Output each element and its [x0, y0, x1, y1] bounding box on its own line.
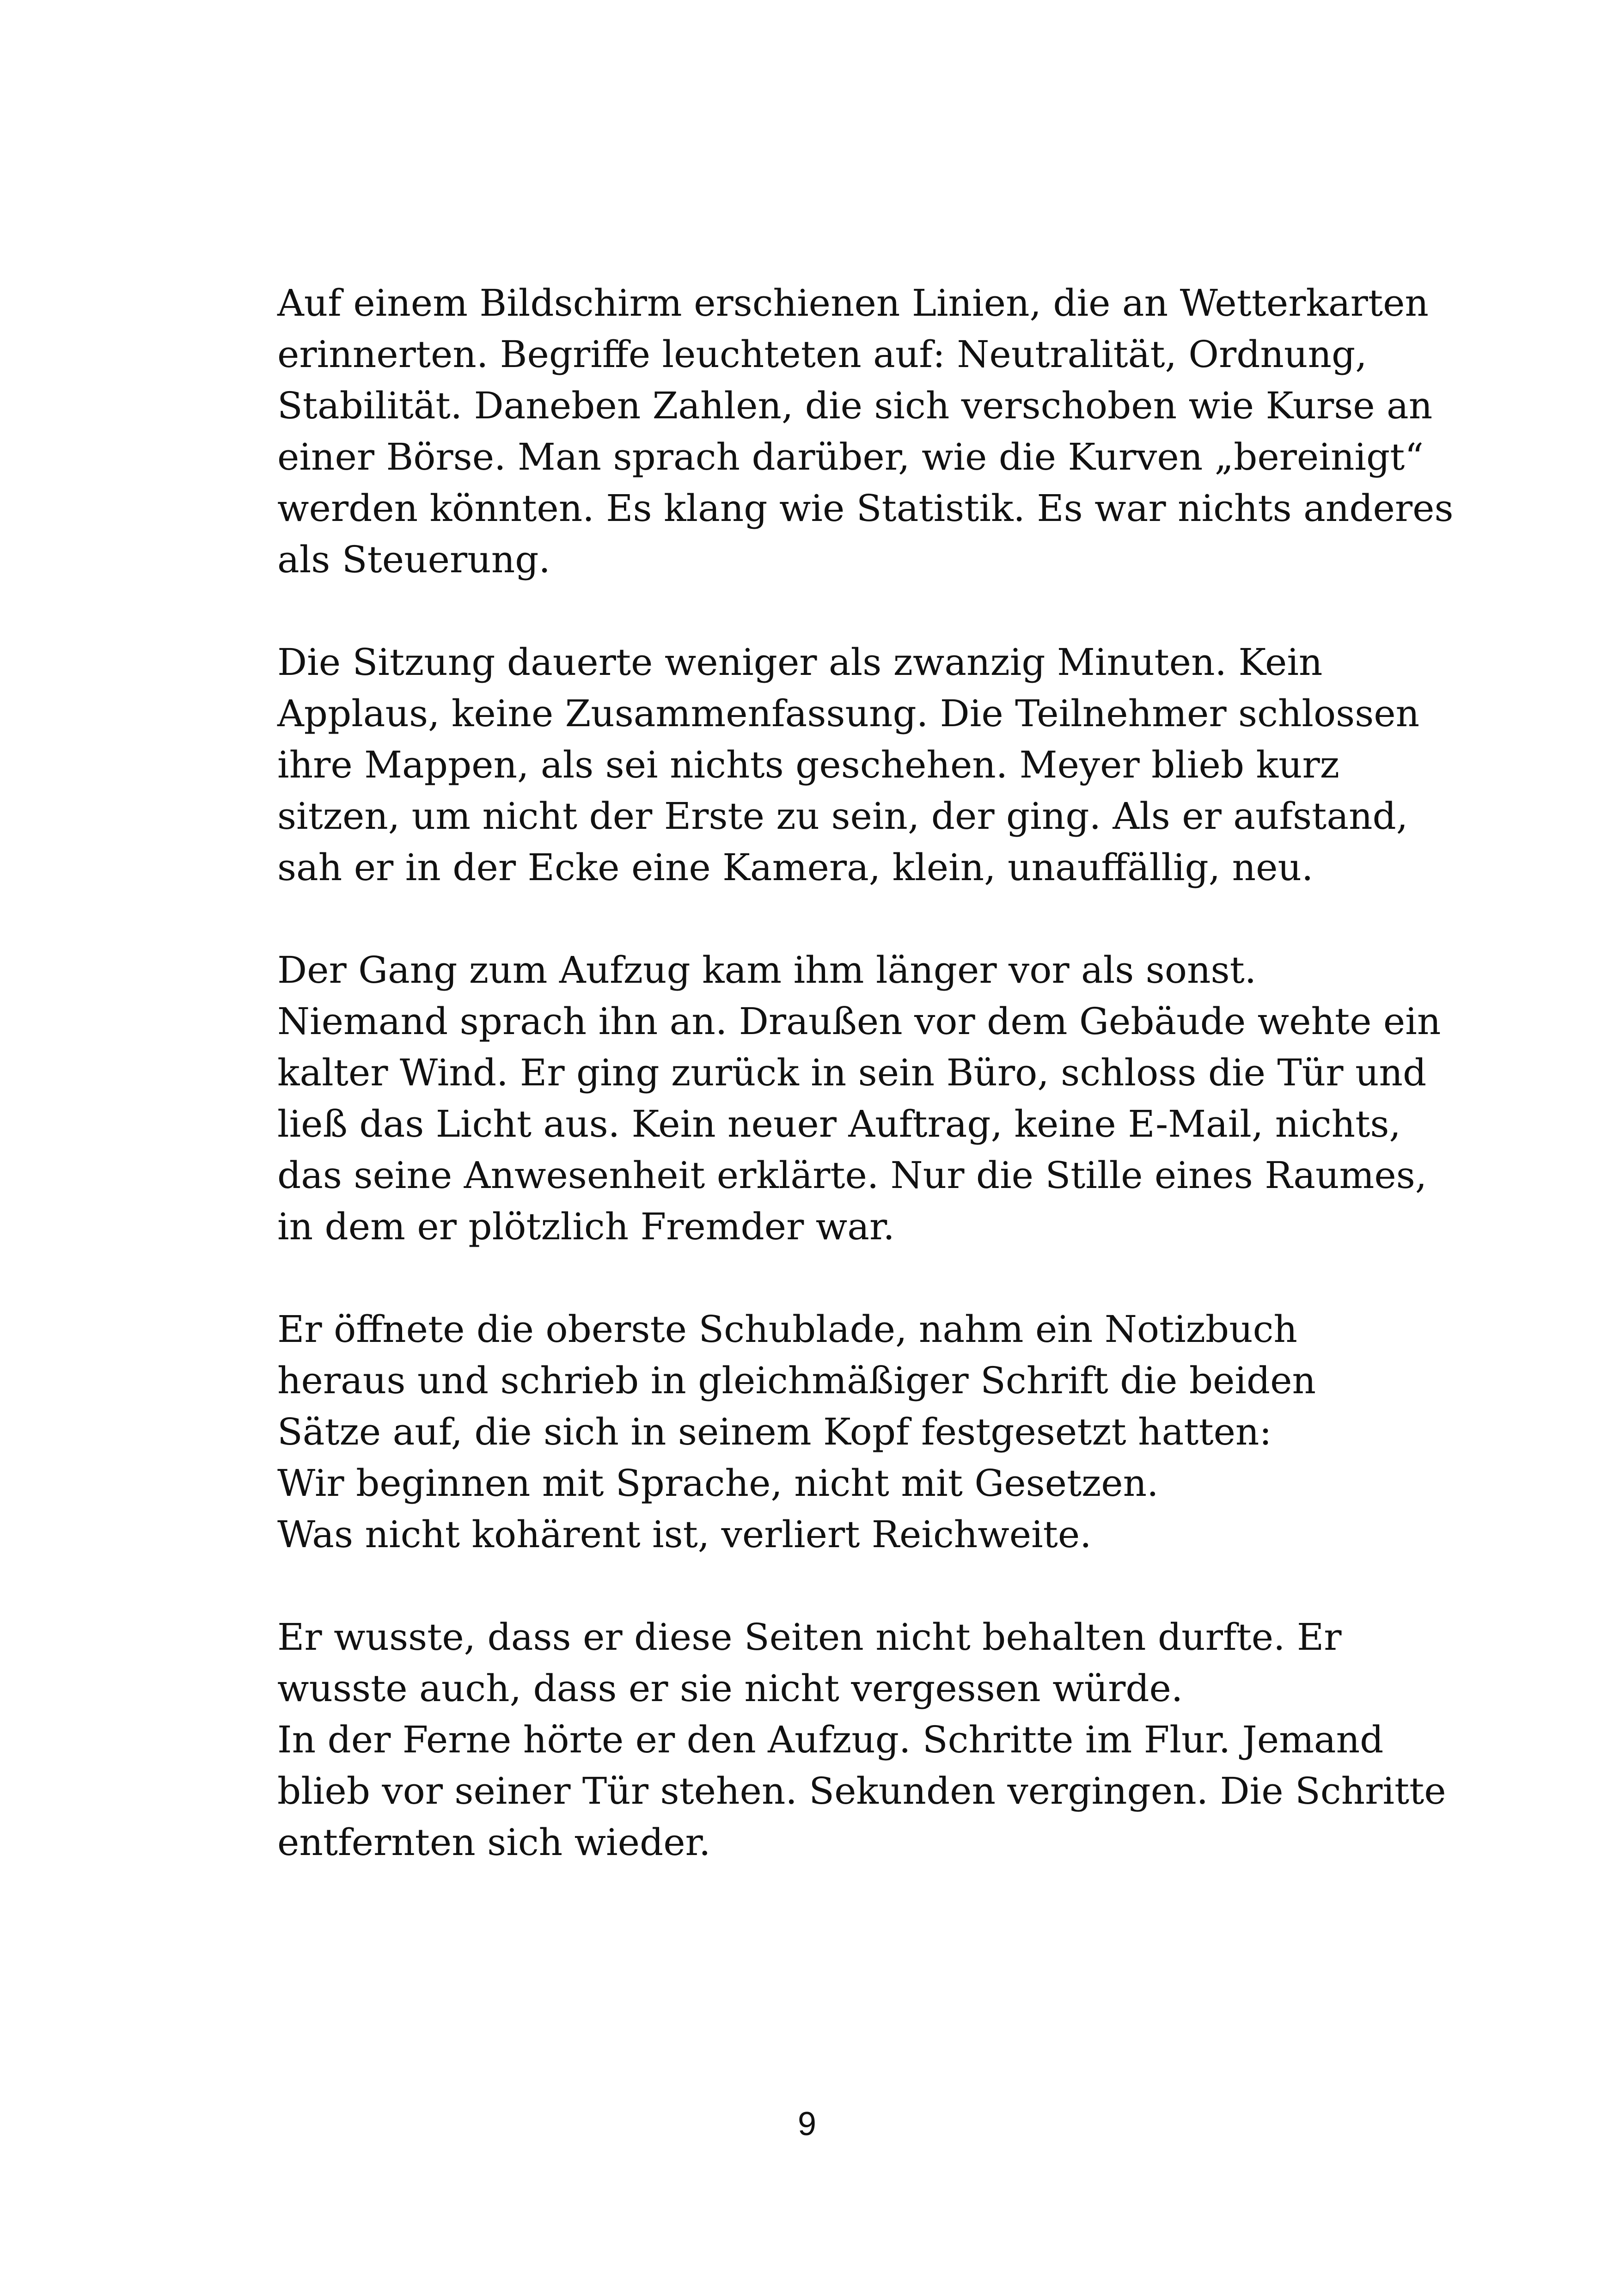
text-line: ließ das Licht aus. Kein neuer Auftrag, keine E-Mail, nichts, [277, 1102, 1401, 1145]
text-line: Die Sitzung dauerte weniger als zwanzig Minuten. Kein [277, 641, 1323, 684]
paragraph [277, 944, 1441, 1252]
text-line: Er wusste, dass er diese Seiten nicht behalten durfte. Er [277, 1616, 1342, 1659]
text-line: kalter Wind. Er ging zurück in sein Büro, schloss die Tür und [277, 1051, 1427, 1094]
text-line: in dem er plötzlich Fremder war. [277, 1205, 895, 1248]
text-line: einer Börse. Man sprach darüber, wie die Kurven „bereinigt“ [277, 435, 1424, 478]
text-line: Stabilität. Daneben Zahlen, die sich verschoben wie Kurse an [277, 384, 1433, 427]
text-line: sitzen, um nicht der Erste zu sein, der ging. Als er aufstand, [277, 795, 1408, 838]
text-line: Sätze auf, die sich in seinem Kopf festgesetzt hatten: [277, 1410, 1272, 1453]
text-line: entfernten sich wieder. [277, 1821, 711, 1864]
paragraph [277, 637, 1420, 893]
paragraph [277, 277, 1454, 585]
text-line: Wir beginnen mit Sprache, nicht mit Gesetzen. [277, 1462, 1159, 1505]
text-line: Der Gang zum Aufzug kam ihm länger vor als sonst. [277, 949, 1257, 992]
text-line: Niemand sprach ihn an. Draußen vor dem Gebäude wehte ein [277, 1000, 1441, 1043]
text-line: als Steuerung. [277, 538, 550, 581]
text-line: Auf einem Bildschirm erschienen Linien, die an Wetterkarten [277, 282, 1429, 325]
text-line: Was nicht kohärent ist, verliert Reichweite. [277, 1513, 1092, 1556]
text-line: sah er in der Ecke eine Kamera, klein, unauffällig, neu. [277, 846, 1314, 889]
paragraph [277, 1304, 1359, 1560]
text-line: Applaus, keine Zusammenfassung. Die Teilnehmer schlossen [277, 692, 1420, 735]
text-line: ihre Mappen, als sei nichts geschehen. Meyer blieb kurz [277, 743, 1339, 786]
text-line: werden könnten. Es klang wie Statistik. Es war nichts anderes [277, 487, 1454, 530]
text-line: blieb vor seiner Tür stehen. Sekunden vergingen. Die Schritte [277, 1769, 1446, 1812]
page-number: 9 [797, 2106, 817, 2143]
text-line: heraus und schrieb in gleichmäßiger Schrift die beiden [277, 1359, 1316, 1402]
text-line: wusste auch, dass er sie nicht vergessen würde. [277, 1667, 1183, 1710]
paragraph [277, 1611, 1446, 1868]
text-line: Er öffnete die oberste Schublade, nahm ein Notizbuch [277, 1308, 1297, 1351]
text-line: erinnerten. Begriffe leuchteten auf: Neutralität, Ordnung, [277, 333, 1367, 376]
text-line: das seine Anwesenheit erklärte. Nur die Stille eines Raumes, [277, 1154, 1427, 1197]
body-text [277, 277, 1454, 1919]
text-line: In der Ferne hörte er den Aufzug. Schritte im Flur. Jemand [277, 1718, 1384, 1761]
